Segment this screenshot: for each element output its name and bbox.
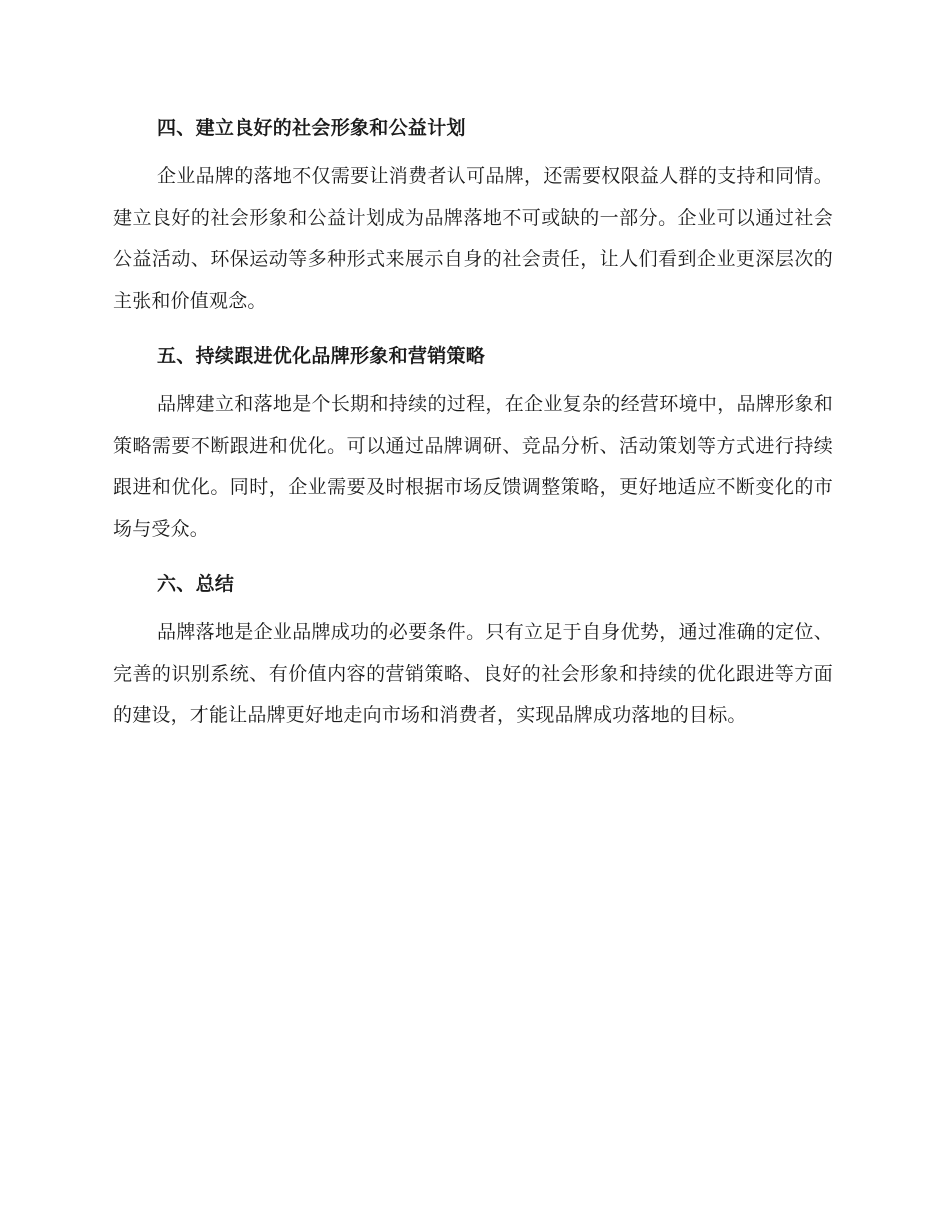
section-heading: 五、持续跟进优化品牌形象和营销策略 <box>157 345 486 367</box>
section-continuous-optimization <box>113 334 833 550</box>
document-body <box>113 106 833 737</box>
section-social-image <box>113 106 833 322</box>
section-paragraph: 品牌落地是企业品牌成功的必要条件。只有立足于自身优势，通过准确的定位、完善的识别系统、有价值内容的营销策略、良好的社会形象和持续的优化跟进等方面的建设，才能让品牌更好地走向市场和消费者，实现品牌成功落地的目标。 <box>113 621 833 726</box>
section-summary <box>113 562 833 737</box>
section-paragraph: 企业品牌的落地不仅需要让消费者认可品牌，还需要权限益人群的支持和同情。建立良好的社会形象和公益计划成为品牌落地不可或缺的一部分。企业可以通过社会公益活动、环保运动等多种形式来展示自身的社会责任，让人们看到企业更深层次的主张和价值观念。 <box>113 165 833 312</box>
section-paragraph: 品牌建立和落地是个长期和持续的过程，在企业复杂的经营环境中，品牌形象和策略需要不断跟进和优化。可以通过品牌调研、竞品分析、活动策划等方式进行持续跟进和优化。同时，企业需要及时根据市场反馈调整策略，更好地适应不断变化的市场与受众。 <box>113 393 833 540</box>
section-heading: 四、建立良好的社会形象和公益计划 <box>157 117 466 139</box>
section-heading: 六、总结 <box>157 573 235 595</box>
